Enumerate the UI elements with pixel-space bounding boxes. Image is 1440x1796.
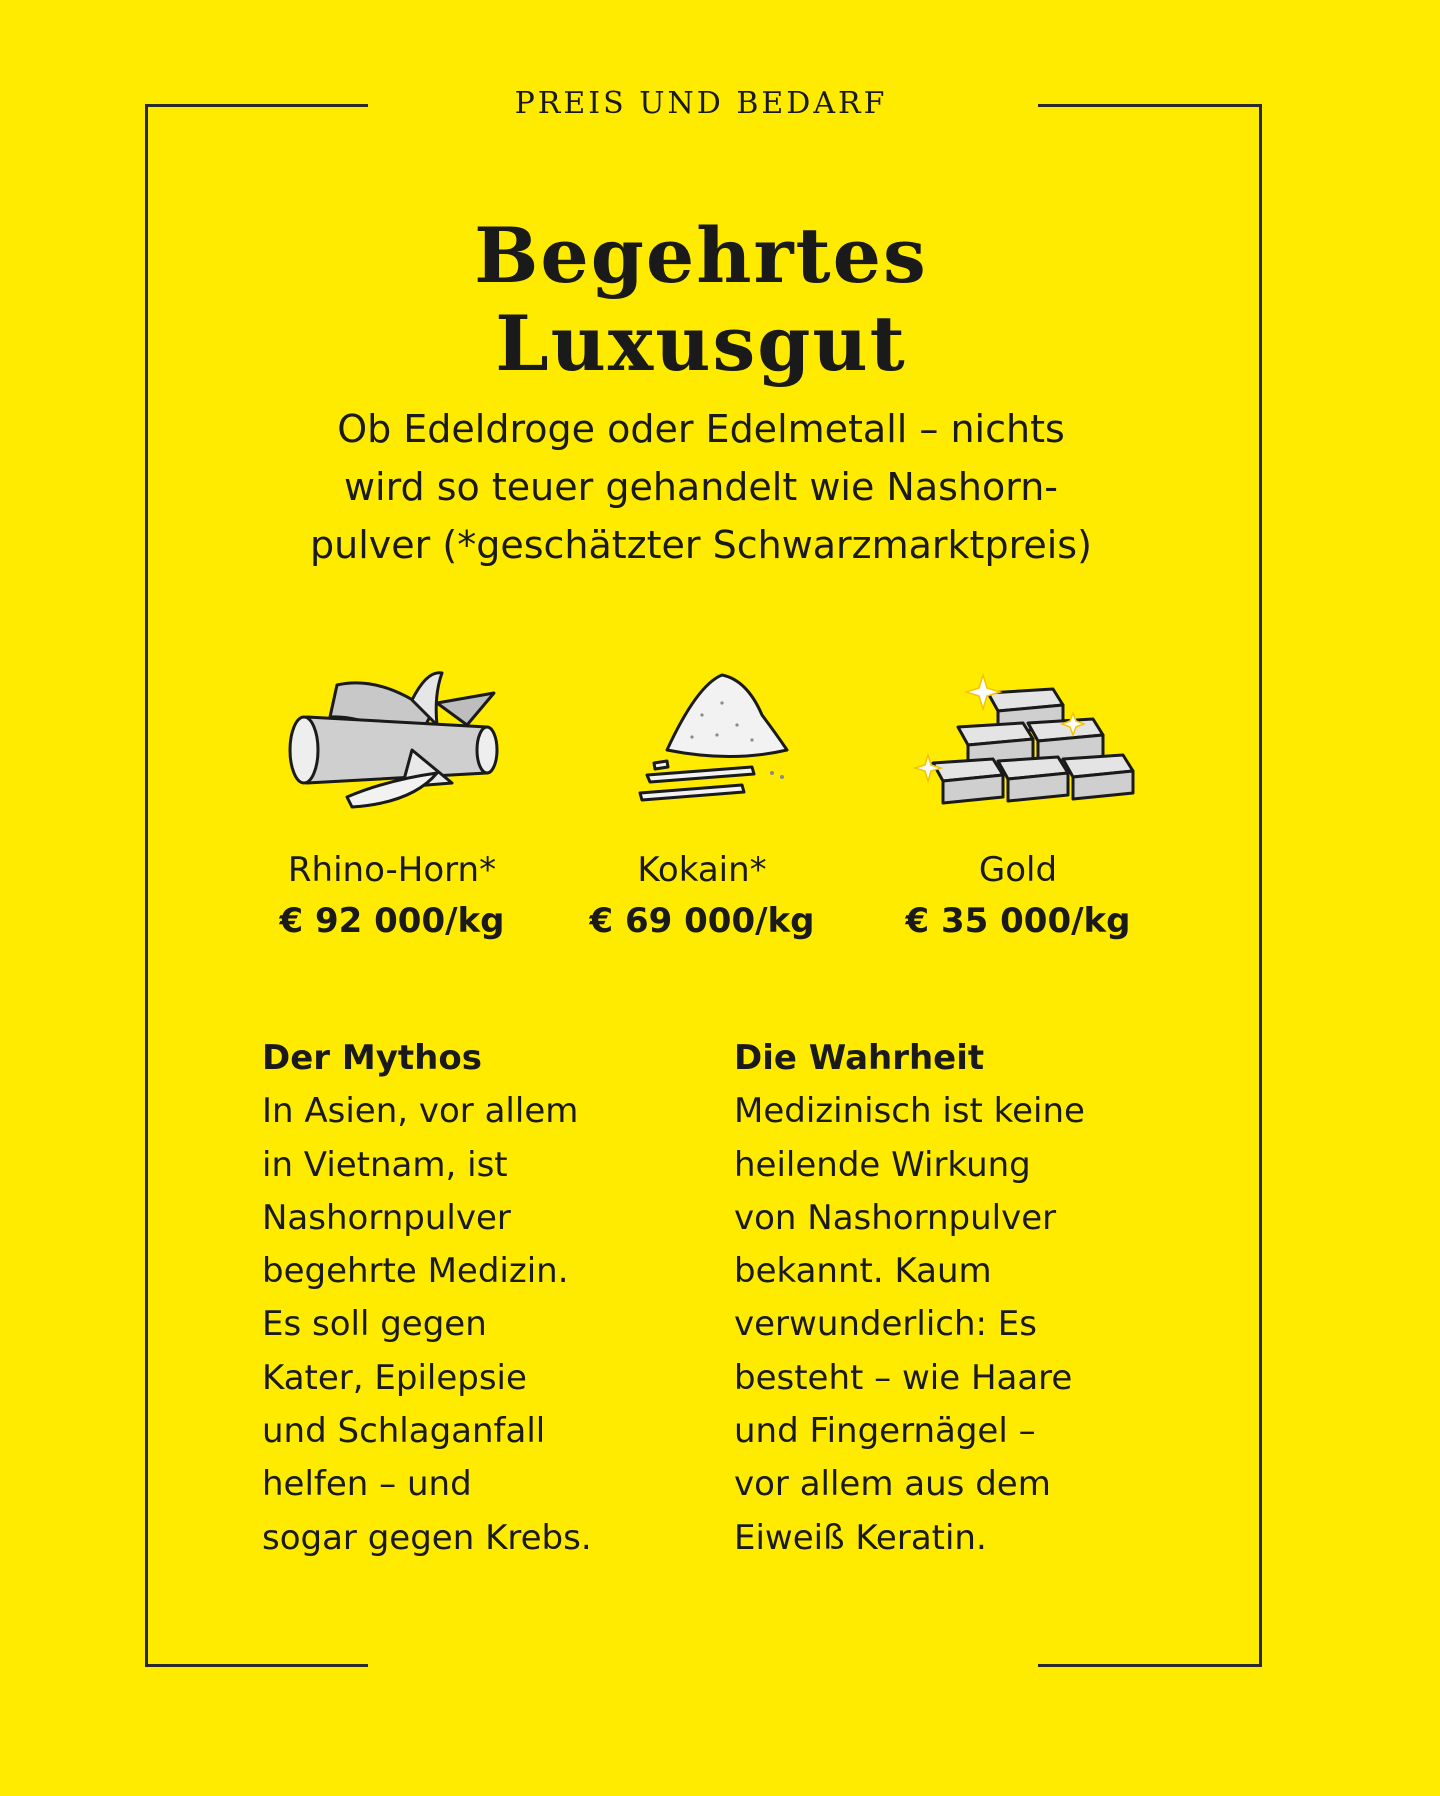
item-price: € 69 000/kg bbox=[589, 901, 815, 941]
frame-bottom-left bbox=[145, 1664, 368, 1667]
item-name: Kokain* bbox=[637, 850, 767, 890]
myth-line: In Asien, vor allem bbox=[262, 1091, 579, 1132]
myth-line: helfen – und bbox=[262, 1464, 472, 1505]
title-line-1: Begehrtes bbox=[474, 211, 928, 300]
item-cocaine bbox=[542, 655, 862, 941]
truth-text bbox=[734, 1085, 1164, 1565]
myth-heading: Der Mythos bbox=[262, 1038, 482, 1078]
truth-line: Eiweiß Keratin. bbox=[734, 1517, 987, 1558]
rhino-horn-icon bbox=[262, 655, 522, 815]
myth-text bbox=[262, 1085, 692, 1565]
item-rhino-horn bbox=[232, 655, 552, 941]
title-line-2: Luxusgut bbox=[495, 299, 907, 388]
intro-line-1: Ob Edeldroge oder Edelmetall – nichts bbox=[337, 407, 1065, 451]
item-gold bbox=[858, 655, 1178, 941]
truth-line: heilende Wirkung bbox=[734, 1144, 1031, 1185]
truth-line: verwunderlich: Es bbox=[734, 1304, 1037, 1345]
myth-line: in Vietnam, ist bbox=[262, 1144, 508, 1185]
truth-line: besteht – wie Haare bbox=[734, 1357, 1073, 1398]
page-title bbox=[0, 212, 1402, 388]
myth-column bbox=[262, 1032, 692, 1565]
intro-line-3: pulver (*geschätzter Schwarzmarktpreis) bbox=[310, 523, 1092, 567]
myth-line: Es soll gegen bbox=[262, 1304, 487, 1345]
myth-line: Kater, Epilepsie bbox=[262, 1357, 527, 1398]
myth-line: sogar gegen Krebs. bbox=[262, 1517, 592, 1558]
section-kicker: PREIS UND BEDARF bbox=[514, 86, 888, 121]
item-price: € 35 000/kg bbox=[905, 901, 1131, 941]
item-price: € 92 000/kg bbox=[279, 901, 505, 941]
truth-line: und Fingernägel – bbox=[734, 1411, 1036, 1452]
item-name: Rhino-Horn* bbox=[287, 850, 497, 890]
truth-line: vor allem aus dem bbox=[734, 1464, 1051, 1505]
truth-column bbox=[734, 1032, 1164, 1565]
truth-heading: Die Wahrheit bbox=[734, 1038, 985, 1078]
truth-line: bekannt. Kaum bbox=[734, 1251, 992, 1292]
frame-bottom-right bbox=[1038, 1664, 1262, 1667]
gold-bars-icon bbox=[888, 655, 1148, 815]
price-comparison bbox=[0, 655, 1440, 955]
truth-line: von Nashornpulver bbox=[734, 1197, 1057, 1238]
truth-line: Medizinisch ist keine bbox=[734, 1091, 1085, 1132]
item-name: Gold bbox=[978, 850, 1058, 890]
myth-line: Nashornpulver bbox=[262, 1197, 511, 1238]
myth-line: und Schlaganfall bbox=[262, 1411, 546, 1452]
intro-line-2: wird so teuer gehandelt wie Nashorn- bbox=[343, 465, 1059, 509]
intro-text bbox=[0, 400, 1402, 574]
cocaine-pile-icon bbox=[572, 655, 832, 815]
myth-line: begehrte Medizin. bbox=[262, 1251, 569, 1292]
